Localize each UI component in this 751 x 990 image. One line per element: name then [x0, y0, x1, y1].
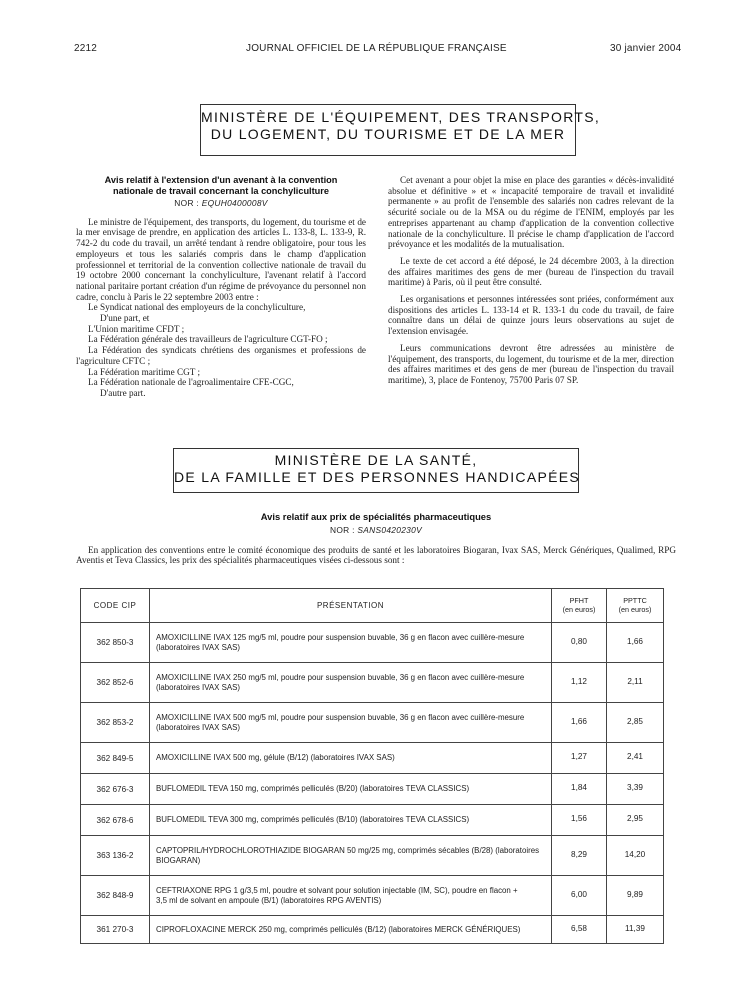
- list-item: La Fédération maritime CGT ;: [88, 366, 201, 377]
- pfht-price-cell: 8,29: [552, 836, 607, 876]
- ministry-heading-line: DE LA FAMILLE ET DES PERSONNES HANDICAPÉES: [174, 469, 581, 485]
- presentation-cell: [150, 774, 552, 805]
- page-number: 2212: [74, 43, 98, 54]
- ministry-heading-line: MINISTÈRE DE L'ÉQUIPEMENT, DES TRANSPORTS,: [201, 109, 601, 125]
- column-header-label: PPTTC: [623, 595, 647, 605]
- pharma-notice: [76, 512, 676, 566]
- ppttc-price-cell: 2,41: [607, 743, 664, 774]
- presentation-line: BUFLOMEDIL TEVA 300 mg, comprimés pelliculés (B/10) (laboratoires TEVA CLASSICS): [156, 815, 470, 824]
- table-row: [81, 876, 664, 916]
- notice-title-line: Avis relatif à l'extension d'un avenant à la convention: [104, 175, 338, 185]
- list-item: La Fédération générale des travailleurs de l'agriculture CGT-FO ;: [88, 334, 328, 345]
- column-header-pfht: [552, 589, 607, 623]
- presentation-line: CIPROFLOXACINE MERCK 250 mg, comprimés pelliculés (B/12) (laboratoires MERCK GÉNÉRIQUES): [156, 924, 521, 934]
- nor-label: NOR :: [329, 524, 355, 535]
- cip-code-cell: 363 136-2: [81, 836, 150, 876]
- pfht-price-cell: 6,00: [552, 876, 607, 916]
- journal-title: JOURNAL OFFICIEL DE LA RÉPUBLIQUE FRANÇAISE: [246, 43, 507, 54]
- presentation-line: CAPTOPRIL/HYDROCHLOROTHIAZIDE BIOGARAN 50 mg/25 mg, comprimés sécables (B/28) (laboratoires: [156, 845, 540, 855]
- notice-title: Avis relatif aux prix de spécialités pharmaceutiques: [260, 511, 492, 522]
- paragraph: Le texte de cet accord a été déposé, le 24 décembre 2003, à la direction des affaires maritimes des gens de mer (bureau de l'inspection du travail maritime) à Paris, où il peut être consulté.: [388, 255, 674, 288]
- list-item: L'Union maritime CFDT ;: [88, 323, 185, 334]
- presentation-line: CEFTRIAXONE RPG 1 g/3,5 ml, poudre et solvant pour solution injectable (IM, SC), poudre en flacon +: [156, 885, 518, 895]
- paragraph: Les organisations et personnes intéressées sont priées, conformément aux dispositions des articles L. 133-14 et R. 133-1 du code du travail, de faire connaître dans un délai de quinze jours leurs observations au sujet de l'extension envisagée.: [388, 294, 674, 337]
- ppttc-price-cell: 2,95: [607, 805, 664, 836]
- pfht-price-cell: 1,66: [552, 703, 607, 743]
- column-header-unit: (en euros): [618, 604, 652, 614]
- presentation-cell: [150, 623, 552, 663]
- cip-code-cell: 362 676-3: [81, 774, 150, 805]
- presentation-line: AMOXICILLINE IVAX 250 mg/5 ml, poudre pour suspension buvable, 36 g en flacon avec cuillère-mesure: [156, 672, 525, 682]
- price-table: [80, 588, 664, 944]
- column-header-label: PFHT: [569, 595, 589, 605]
- pfht-price-cell: 1,27: [552, 743, 607, 774]
- table-row: [81, 743, 664, 774]
- list-item: D'autre part.: [100, 387, 146, 398]
- presentation-line: BIOGARAN): [156, 855, 201, 865]
- cip-code-cell: 362 853-2: [81, 703, 150, 743]
- cip-code-cell: 362 848-9: [81, 876, 150, 916]
- column-header-code: CODE CIP: [81, 589, 150, 623]
- presentation-line: AMOXICILLINE IVAX 500 mg, gélule (B/12) (laboratoires IVAX SAS): [156, 753, 395, 762]
- presentation-cell: [150, 703, 552, 743]
- presentation-line: 3,5 ml de solvant en ampoule (B/1) (laboratoires RPG AVENTIS): [156, 895, 382, 905]
- presentation-line: AMOXICILLINE IVAX 500 mg/5 ml, poudre pour suspension buvable, 36 g en flacon avec cuillère-mesure: [156, 712, 525, 722]
- paragraph: Le ministre de l'équipement, des transports, du logement, du tourisme et de la mer envisage de prendre, en application des articles L. 133-8, L. 133-9, R. 742-2 du code du travail, un arrêté tendant à rendre obligatoire, pour tous les employeurs et tous les salariés compris dans le champ d'application professionnel et territorial de la convention collective nationale de travail du 19 octobre 2000 concernant la conchyliculture, l'avenant relatif à l'accord national paritaire portant création d'un régime de prévoyance du personnel non cadre, conclu à Paris le 22 septembre 2003 entre :: [76, 216, 366, 302]
- presentation-cell: [150, 916, 552, 944]
- presentation-cell: [150, 876, 552, 916]
- table-header-row: [81, 589, 664, 623]
- ppttc-price-cell: 14,20: [607, 836, 664, 876]
- ppttc-price-cell: 2,85: [607, 703, 664, 743]
- publication-date: 30 janvier 2004: [610, 43, 682, 54]
- paragraph: Cet avenant a pour objet la mise en place des garanties « décès-invalidité absolue et définitive » et « incapacité temporaire de travail et invalidité permanente » au profit de l'ensemble des salariés non cadres relevant de la sécurité sociale ou de la MSA ou du régime de l'ENIM, employés par les entreprises appartenant au champ d'application de la convention collective nationale de la conchyliculture. Il précise le champ d'application de l'accord prévoyance et les modalités de la mutualisation.: [388, 175, 674, 250]
- table-row: [81, 703, 664, 743]
- list-item: Le Syndicat national des employeurs de la conchyliculture,: [88, 302, 306, 313]
- cip-code-cell: 362 849-5: [81, 743, 150, 774]
- list-item: D'une part, et: [100, 313, 150, 324]
- pfht-price-cell: 0,80: [552, 623, 607, 663]
- nor-code: EQUH0400008V: [201, 198, 268, 208]
- column-header-ppttc: [607, 589, 664, 623]
- nor-code: SANS0420230V: [357, 524, 422, 535]
- ministry-heading-equipment: [200, 104, 601, 156]
- column-header-presentation: PRÉSENTATION: [150, 589, 552, 623]
- presentation-line: (laboratoires IVAX SAS): [156, 722, 241, 732]
- ppttc-price-cell: 2,11: [607, 663, 664, 703]
- pfht-price-cell: 6,58: [552, 916, 607, 944]
- cip-code-cell: 362 850-3: [81, 623, 150, 663]
- nor-reference: [76, 525, 676, 535]
- presentation-line: AMOXICILLINE IVAX 125 mg/5 ml, poudre pour suspension buvable, 36 g en flacon avec cuillère-mesure: [156, 632, 525, 642]
- ministry-heading-health: [173, 448, 579, 493]
- presentation-line: BUFLOMEDIL TEVA 150 mg, comprimés pelliculés (B/20) (laboratoires TEVA CLASSICS): [156, 784, 470, 793]
- ppttc-price-cell: 11,39: [607, 916, 664, 944]
- nor-label: NOR :: [174, 198, 200, 208]
- table-row: [81, 805, 664, 836]
- nor-reference: [76, 198, 366, 209]
- cip-code-cell: 362 852-6: [81, 663, 150, 703]
- cip-code-cell: 361 270-3: [81, 916, 150, 944]
- list-item: La Fédération des syndicats chrétiens des organismes et professions de l'agriculture CFTC ;: [76, 345, 366, 366]
- presentation-line: (laboratoires IVAX SAS): [156, 642, 241, 652]
- table-row: [81, 623, 664, 663]
- table-row: [81, 916, 664, 944]
- cip-code-cell: 362 678-6: [81, 805, 150, 836]
- column-header-unit: (en euros): [562, 604, 596, 614]
- pfht-price-cell: 1,84: [552, 774, 607, 805]
- pfht-price-cell: 1,12: [552, 663, 607, 703]
- table-row: [81, 774, 664, 805]
- notice-right-column: [388, 175, 674, 386]
- ministry-heading-line: MINISTÈRE DE LA SANTÉ,: [274, 452, 478, 468]
- presentation-cell: [150, 663, 552, 703]
- notice-title: [76, 175, 366, 196]
- ppttc-price-cell: 1,66: [607, 623, 664, 663]
- notice-left-column: [76, 175, 366, 399]
- paragraph: Leurs communications devront être adressées au ministère de l'équipement, des transports, du logement, du tourisme et de la mer, direction des affaires maritimes et des gens de mer (bureau de l'inspection du travail maritime), 3, place de Fontenoy, 75700 Paris 07 SP.: [388, 342, 674, 385]
- list-item: La Fédération nationale de l'agroalimentaire CFE-CGC,: [88, 377, 294, 388]
- presentation-cell: [150, 743, 552, 774]
- presentation-line: (laboratoires IVAX SAS): [156, 682, 241, 692]
- table-row: [81, 663, 664, 703]
- table-row: [81, 836, 664, 876]
- pfht-price-cell: 1,56: [552, 805, 607, 836]
- intro-paragraph: En application des conventions entre le comité économique des produits de santé et les laboratoires Biogaran, Ivax SAS, Merck Génériques, Qualimed, RPG Aventis et Teva Classics, les prix des spécialités pharmaceutiques visées ci-dessous sont :: [76, 544, 676, 566]
- ppttc-price-cell: 9,89: [607, 876, 664, 916]
- ministry-heading-line: DU LOGEMENT, DU TOURISME ET DE LA MER: [210, 126, 566, 142]
- notice-title-line: nationale de travail concernant la conchyliculture: [113, 185, 329, 196]
- presentation-cell: [150, 805, 552, 836]
- presentation-cell: [150, 836, 552, 876]
- ppttc-price-cell: 3,39: [607, 774, 664, 805]
